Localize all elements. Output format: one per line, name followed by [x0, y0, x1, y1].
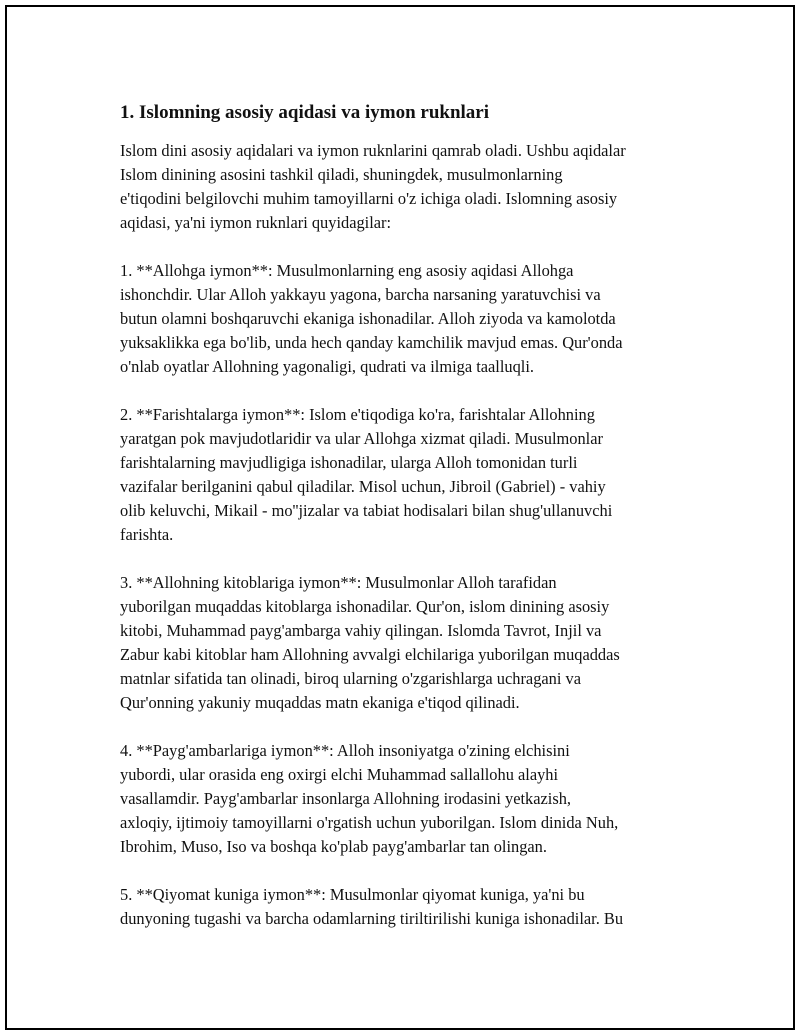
document-title: 1. Islomning asosiy aqidasi va iymon ruknlari — [120, 102, 490, 123]
paragraph-paygambarlariga-iymon: 4. **Payg'ambarlariga iymon**: Alloh insoniyatga o'zining elchisini yubordi, ular orasida eng oxirgi elchi Muhammad sallallohu alayhi vasallamdir. Payg'ambarlar insonlarga Allohning irodasini yetkazish, axloqiy, ijtimoiy tamoyillarni o'rgatish uchun yuborilgan. Islom dinida Nuh, Ibrohim, Muso, Iso va boshqa ko'plab payg'ambarlar tan olingan. — [120, 741, 619, 856]
paragraph-allohga-iymon: 1. **Allohga iymon**: Musulmonlarning eng asosiy aqidasi Allohga ishonchdir. Ular Alloh yakkayu yagona, barcha narsaning yaratuvchisi va butun olamni boshqaruvchi ekaniga ishonadilar. Alloh ziyoda va kamolotda yuksaklikka ega bo'lib, unda hech qanday kamchilik mavjud emas. Qur'onda o'nlab oyatlar Allohning yagonaligi, qudrati va ilmiga taalluqli. — [120, 261, 623, 376]
paragraph-qiyomat-kuniga-iymon: 5. **Qiyomat kuniga iymon**: Musulmonlar qiyomat kuniga, ya'ni bu dunyoning tugashi va barcha odamlarning tiriltirilishi kuniga ishonadilar. Bu — [120, 885, 624, 928]
intro-paragraph: Islom dini asosiy aqidalari va iymon ruknlarini qamrab oladi. Ushbu aqidalar Islom dinining asosini tashkil qiladi, shuningdek, musulmonlarning e'tiqodini belgilovchi muhim tamoyillarni o'z ichiga oladi. Islomning asosiy aqidasi, ya'ni iymon ruknlari quyidagilar: — [120, 141, 626, 232]
document-body — [120, 99, 700, 955]
paragraph-farishtalarga-iymon: 2. **Farishtalarga iymon**: Islom e'tiqodiga ko'ra, farishtalar Allohning yaratgan pok mavjudotlaridir va ular Allohga xizmat qiladi. Musulmonlar farishtalarning mavjudligiga ishonadilar, ularga Alloh tomonidan turli vazifalar berilganini qabul qiladilar. Misol uchun, Jibroil (Gabriel) - vahiy olib keluvchi, Mikail - mo''jizalar va tabiat hodisalari bilan shug'ullanuvchi farishta. — [120, 405, 613, 544]
document-page — [5, 5, 795, 1030]
paragraph-kitoblariga-iymon: 3. **Allohning kitoblariga iymon**: Musulmonlar Alloh tarafidan yuborilgan muqaddas kitoblarga ishonadilar. Qur'on, islom dinining asosiy kitobi, Muhammad payg'ambarga vahiy qilingan. Islomda Tavrot, Injil va Zabur kabi kitoblar ham Allohning avvalgi elchilariga yuborilgan muqaddas matnlar sifatida tan olinadi, biroq ularning o'zgarishlarga uchragani va Qur'onning yakuniy muqaddas matn ekaniga e'tiqod qilinadi. — [120, 573, 620, 712]
